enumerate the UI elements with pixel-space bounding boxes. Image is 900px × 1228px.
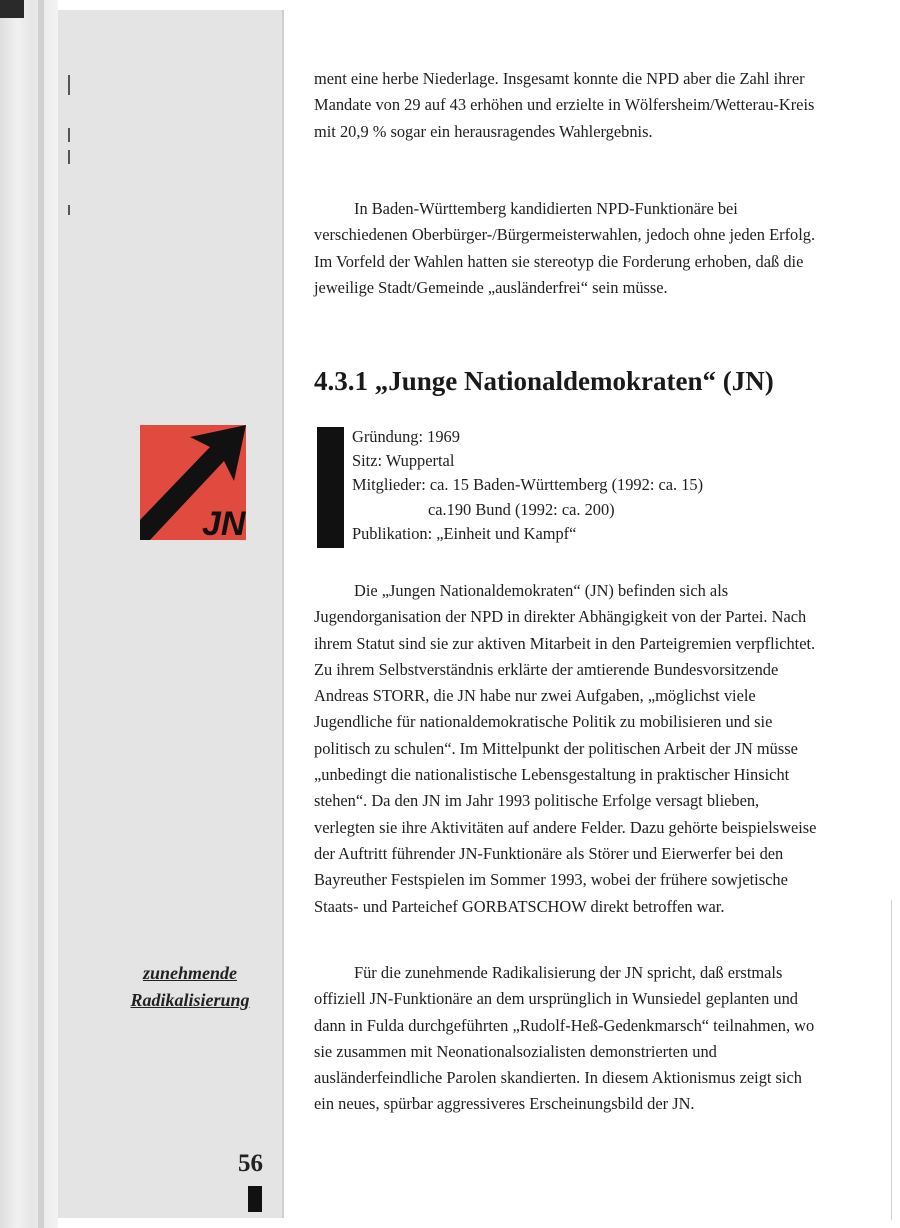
page-edge bbox=[891, 900, 892, 1220]
sidebar-edge bbox=[282, 10, 284, 1218]
scan-mark bbox=[68, 75, 70, 95]
fact-gruendung: Gründung: 1969 bbox=[352, 427, 460, 446]
fact-box bbox=[352, 425, 703, 546]
fact-sitz: Sitz: Wuppertal bbox=[352, 451, 455, 471]
scan-mark bbox=[68, 150, 70, 164]
page-binding bbox=[0, 0, 58, 1228]
page-number: 56 bbox=[238, 1150, 263, 1177]
corner-mark bbox=[0, 0, 24, 18]
fact-mitglieder-bund: ca.190 Bund (1992: ca. 200) bbox=[428, 499, 615, 519]
logo-text: JN bbox=[202, 505, 246, 540]
scan-mark bbox=[68, 205, 70, 215]
margin-note-line2: Radikalisierung bbox=[130, 990, 250, 1010]
scan-mark bbox=[68, 128, 70, 142]
fact-mitglieder: Mitglieder: ca. 15 Baden-Württemberg (1992: ca. 15) bbox=[352, 475, 704, 495]
paragraph-3: Die „Jungen Nationaldemokraten“ (JN) befinden sich als Jugendorganisation der NPD in direkter Abhängigkeit von der Partei. Nach ihrem Statut sind sie zur aktiven Mitarbeit in den Parteigremien verpflichtet. Zu ihrem Selbstverständnis erklärte der amtierende Bundesvorsitzende Andreas STORR, die JN habe nur zwei Aufgaben, „möglichst viele Jugendliche für nationaldemokratische Politik zu mobilisieren und sie politisch zu schulen“. Im Mittelpunkt der politischen Arbeit der JN müsse „unbedingt die nationalistische Lebensgestaltung in praktischer Hinsicht stehen“. Da den JN im Jahr 1993 politische Erfolge versagt blieben, verlegten sie ihre Aktivitäten auf andere Felder. Dazu gehörte beispielsweise der Auftritt führender JN-Funktionäre als Störer und Eierwerfer bei den Bayreuther Festspielen im Sommer 1993, wobei der frühere sowjetische Staats- und Parteichef GORBATSCHOW direkt betroffen war. bbox=[314, 581, 817, 916]
paragraph-1-block bbox=[314, 66, 822, 145]
margin-note bbox=[100, 960, 280, 1014]
paragraph-4: Für die zunehmende Radikalisierung der JN spricht, daß erstmals offiziell JN-Funktionäre an dem ursprünglich in Wunsiedel geplanten und dann in Fulda durchgeführten „Rudolf-Heß-Gedenkmarsch“ teilnahmen, wo sie zusammen mit Neonationalsozialisten demonstrierten und ausländerfeindliche Parolen skandierten. In diesem Aktionismus zeigt sich ein neues, spürbar aggressiveres Erscheinungsbild der JN. bbox=[314, 963, 815, 1114]
fact-box-bar bbox=[317, 427, 344, 548]
paragraph-2-block bbox=[314, 196, 822, 301]
section-heading: 4.3.1 „Junge Nationaldemokraten“ (JN) bbox=[314, 366, 774, 396]
paragraph-1: ment eine herbe Niederlage. Insgesamt konnte die NPD aber die Zahl ihrer Mandate von 29 auf 43 erhöhen und erzielte in Wölfersheim/Wetterau-Kreis mit 20,9 % sogar ein herausragendes Wahlergebnis. bbox=[314, 69, 815, 141]
paragraph-4-block bbox=[314, 960, 822, 1118]
paragraph-2: In Baden-Württemberg kandidierten NPD-Funktionäre bei verschiedenen Oberbürger-/Bürgermeisterwahlen, jedoch ohne jeden Erfolg. Im Vorfeld der Wahlen hatten sie stereotyp die Forderung erhoben, daß die jeweilige Stadt/Gemeinde „ausländerfrei“ sein müsse. bbox=[314, 199, 816, 297]
jn-logo bbox=[140, 425, 246, 540]
fact-publikation: Publikation: „Einheit und Kampf“ bbox=[352, 523, 577, 543]
sidebar bbox=[58, 10, 284, 1218]
margin-note-line1: zunehmende bbox=[142, 963, 238, 983]
binding-line bbox=[38, 0, 44, 1228]
paragraph-3-block bbox=[314, 578, 822, 920]
page-number-bar bbox=[248, 1186, 262, 1212]
